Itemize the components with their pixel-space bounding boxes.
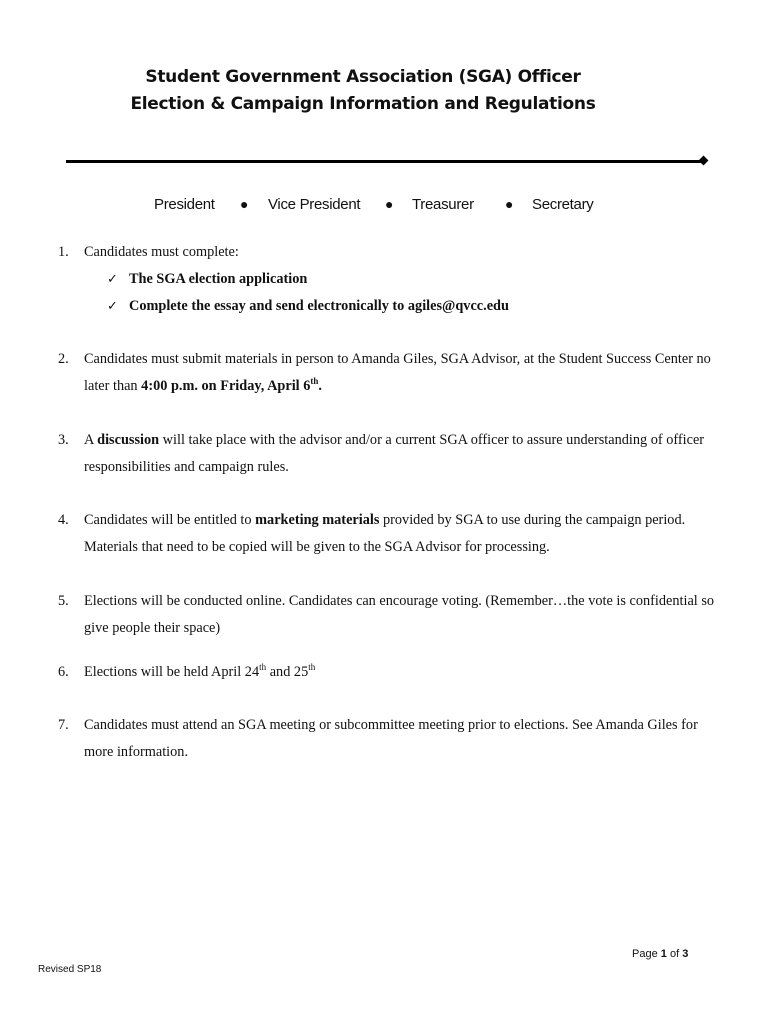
office-secretary: Secretary: [532, 196, 594, 213]
item-number: 5.: [58, 593, 69, 609]
item-text: Candidates must submit materials in person to Amanda Giles, SGA Advisor, at the Student Success Center no later than 4:00 p.m. on Friday, April 6th.: [84, 351, 711, 394]
offices-list: [0, 196, 770, 218]
item-text: Candidates must attend an SGA meeting or subcommittee meeting prior to elections. See Amanda Giles for more information.: [84, 717, 698, 760]
item-number: 2.: [58, 351, 69, 367]
checklist-text: Complete the essay and send electronically to agiles@qvcc.edu: [129, 298, 509, 314]
list-item: [58, 588, 718, 642]
rule-end-diamond: [699, 156, 709, 166]
list-item: [58, 239, 718, 266]
item-number: 3.: [58, 432, 69, 448]
item-number: 4.: [58, 512, 69, 528]
title-line-1: Student Government Association (SGA) Officer: [145, 67, 581, 87]
list-item: [58, 659, 718, 686]
item-number: 7.: [58, 717, 69, 733]
office-president: President: [154, 196, 215, 213]
document-title: [0, 64, 726, 118]
office-vice-president: Vice President: [268, 196, 361, 213]
list-item: [58, 427, 718, 481]
item-text: Candidates must complete:: [84, 244, 239, 260]
checkmark-icon: ✓: [107, 272, 118, 287]
checklist-text: The SGA election application: [129, 271, 308, 287]
list-item: [58, 346, 718, 400]
horizontal-rule: [66, 160, 702, 163]
deadline-text: 4:00 p.m. on Friday, April 6th.: [141, 376, 322, 394]
item-text: Elections will be conducted online. Candidates can encourage voting. (Remember…the vote is confidential so give people their space): [84, 593, 715, 636]
checklist-item: [107, 266, 307, 293]
item-number: 6.: [58, 664, 69, 680]
list-item: [58, 712, 718, 766]
title-line-2: Election & Campaign Information and Regulations: [130, 94, 596, 114]
checkmark-icon: ✓: [107, 299, 118, 314]
office-treasurer: Treasurer: [412, 196, 474, 213]
item-text: Elections will be held April 24th and 25th: [84, 662, 316, 680]
item-text: Candidates will be entitled to marketing materials provided by SGA to use during the campaign period. Materials that need to be copied will be given to the SGA Advisor for processing.: [84, 512, 686, 555]
item-text: A discussion will take place with the advisor and/or a current SGA officer to assure understanding of officer responsibilities and campaign rules.: [84, 432, 705, 475]
checklist-item: [107, 293, 509, 320]
item-number: 1.: [58, 244, 69, 260]
bullet-icon: ●: [385, 196, 394, 212]
bullet-icon: ●: [240, 196, 249, 212]
revision-label: Revised SP18: [38, 964, 102, 975]
page-number: Page 1 of 3: [632, 948, 689, 960]
list-item: [58, 507, 718, 561]
bullet-icon: ●: [505, 196, 514, 212]
